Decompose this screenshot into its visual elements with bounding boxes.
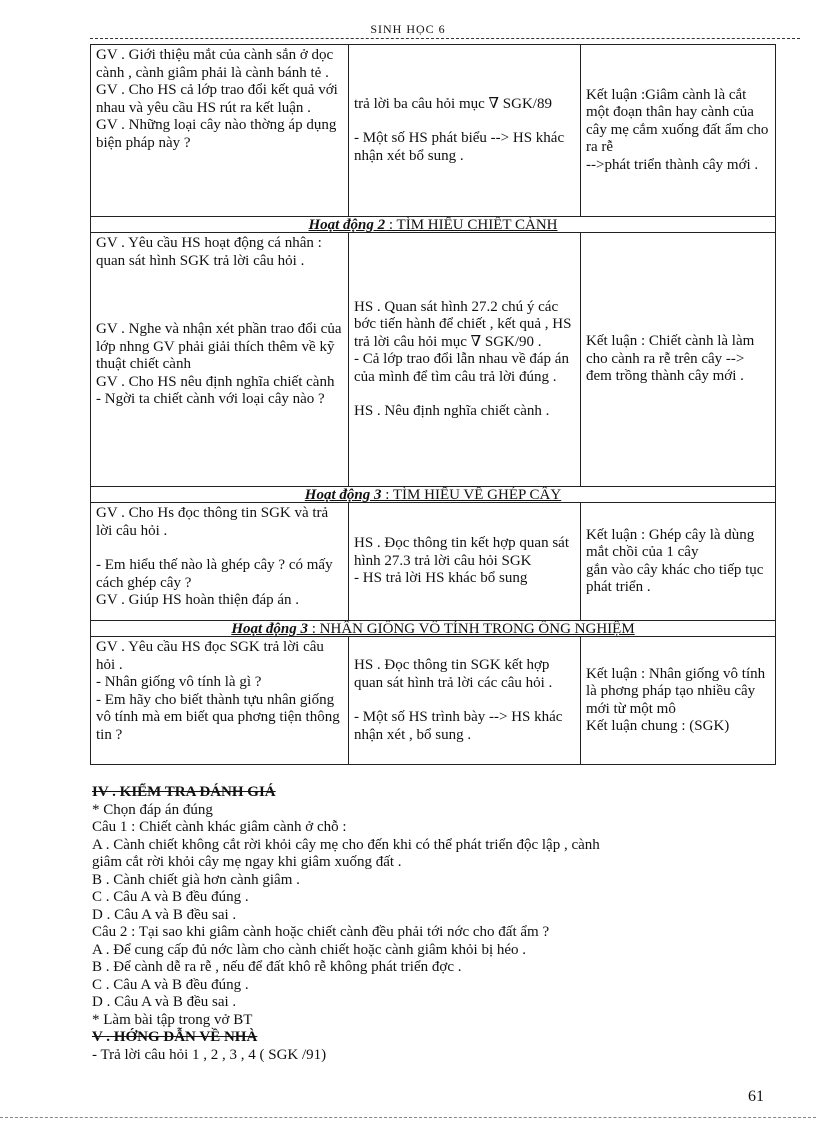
activity-header-row	[91, 621, 776, 637]
cell-paragraph: GV . Cho HS cả lớp trao đổi kết quả với nhau và yêu cầu HS rút ra kết luận .	[96, 82, 338, 116]
assessment-line: B . Cành chiết già hơn cành giâm .	[92, 871, 300, 888]
spacer	[96, 304, 343, 321]
content-row	[91, 503, 776, 621]
spacer	[354, 692, 575, 709]
guidance-line: - Trả lời câu hỏi 1 , 2 , 3 , 4 ( SGK /91)	[92, 1046, 327, 1063]
cell-paragraph: HS . Nêu định nghĩa chiết cành .	[354, 403, 550, 419]
assessment-line: B . Để cành dễ ra rễ , nếu để đất khô rễ không phát triển đợc .	[92, 959, 462, 975]
teacher-activity-cell	[91, 45, 349, 217]
activity-heading: : TÌM HIỂU VỀ GHÉP CÂY	[381, 487, 562, 503]
content-row	[91, 45, 776, 217]
cell-paragraph: HS . Đọc thông tin SGK kết hợp quan sát hình trả lời các câu hỏi .	[354, 657, 553, 691]
header-rule	[90, 38, 800, 39]
assessment-line: A . Cành chiết không cắt rời khỏi cây mẹ cho đến khi có thể phát triển độc lập , cành	[92, 836, 600, 853]
cell-paragraph: HS . Đọc thông tin kết hợp quan sát hình 27.3 trả lời câu hỏi SGK	[354, 535, 569, 569]
cell-paragraph: - Một số HS phát biểu --> HS khác nhận xét bổ sung .	[354, 130, 565, 164]
page-header: SINH HỌC 6	[370, 22, 446, 36]
spacer	[96, 270, 343, 287]
teacher-activity-cell	[91, 503, 349, 621]
cell-paragraph: GV . Giới thiệu mắt của cành sắn ở dọc cành , cành giâm phải là cành bánh tẻ .	[96, 47, 334, 81]
cell-paragraph: gắn vào cây khác cho tiếp tục phát triển .	[586, 561, 764, 595]
spacer	[96, 287, 343, 304]
cell-paragraph: - Một số HS trình bày --> HS khác nhận xét , bổ sung .	[354, 709, 563, 743]
activity-header	[91, 487, 776, 503]
cell-paragraph: - Cả lớp trao đổi lẫn nhau về đáp án của mình để tìm câu trả lời đúng .	[354, 351, 569, 385]
activity-header	[91, 621, 776, 637]
student-activity-cell	[349, 233, 581, 487]
cell-paragraph: GV . Yêu cầu HS đọc SGK trả lời câu hỏi .	[96, 639, 324, 673]
cell-paragraph: GV . Những loại cây nào thờng áp dụng biện pháp này ?	[96, 117, 337, 151]
assessment-line: Câu 2 : Tại sao khi giâm cành hoặc chiết cành đều phải tới nớc cho đất ẩm ?	[92, 924, 550, 940]
assessment-line: A . Để cung cấp đủ nớc làm cho cành chiết hoặc cành giâm khỏi bị héo .	[92, 941, 527, 958]
content-row	[91, 233, 776, 487]
conclusion-cell	[581, 637, 776, 765]
cell-paragraph: - Em hiểu thế nào là ghép cây ? có mấy cách ghép cây ?	[96, 557, 333, 591]
assessment-line: C . Câu A và B đều đúng .	[92, 976, 249, 993]
conclusion-cell	[581, 233, 776, 487]
cell-paragraph: Kết luận chung : (SGK)	[586, 718, 730, 734]
activity-title: Hoạt động 2	[308, 217, 386, 233]
cell-paragraph: GV . Cho HS nêu định nghĩa chiết cành	[96, 373, 335, 390]
cell-paragraph: Kết luận : Nhân giống vô tính là phơng pháp tạo nhiều cây mới từ một mô	[586, 665, 766, 717]
cell-paragraph: Kết luận : Chiết cành là làm cho cành ra rễ trên cây --> đem trồng thành cây mới .	[586, 333, 755, 385]
student-activity-cell	[349, 637, 581, 765]
assessment-line: D . Câu A và B đều sai .	[92, 994, 237, 1010]
activity-title: Hoạt động 3	[231, 621, 309, 637]
assessment-title: IV . KIỂM TRA ĐÁNH GIÁ	[92, 784, 276, 800]
teacher-activity-cell	[91, 637, 349, 765]
content-row	[91, 637, 776, 765]
assessment-line: C . Câu A và B đều đúng .	[92, 889, 249, 905]
activity-header-row	[91, 217, 776, 233]
spacer	[96, 540, 343, 557]
activity-heading: : TÌM HIỂU CHIẾT CÀNH	[385, 217, 558, 233]
bottom-rule	[0, 1117, 816, 1118]
guidance-title: V . HỚNG DẪN VỀ NHÀ	[92, 1029, 258, 1045]
cell-paragraph: - Ngời ta chiết cành với loại cây nào ?	[96, 391, 325, 407]
cell-paragraph: HS . Quan sát hình 27.2 chú ý các bớc tiến hành để chiết , kết quả , HS trả lời câu hỏi mục ∇ SGK/90 .	[354, 298, 572, 350]
student-activity-cell	[349, 503, 581, 621]
assessment-line: * Chọn đáp án đúng	[92, 801, 213, 818]
cell-paragraph: - Nhân giống vô tính là gì ?	[96, 674, 262, 690]
lesson-table	[90, 44, 776, 765]
page-number: 61	[748, 1088, 764, 1105]
assessment-line: Câu 1 : Chiết cành khác giâm cành ở chỗ :	[92, 819, 347, 835]
assessment-line: D . Câu A và B đều sai .	[92, 906, 237, 923]
cell-paragraph: GV . Nghe và nhận xét phần trao đổi của lớp nhng GV phải giải thích thêm về kỹ thuật chiết cành	[96, 321, 342, 372]
assessment-section	[92, 784, 782, 1064]
activity-title: Hoạt động 3	[304, 487, 382, 503]
cell-paragraph: GV . Giúp HS hoàn thiện đáp án .	[96, 592, 300, 608]
activity-header	[91, 217, 776, 233]
cell-paragraph: Kết luận :Giâm cành là cắt một đoạn thân hay cành của cây mẹ cắm xuống đất ẩm cho ra rễ	[586, 86, 769, 156]
cell-paragraph: trả lời ba câu hỏi mục ∇ SGK/89	[354, 95, 552, 112]
activity-header-row	[91, 487, 776, 503]
cell-paragraph: - HS trả lời HS khác bổ sung	[354, 570, 528, 587]
activity-heading: : NHÂN GIỐNG VÔ TÍNH TRONG ỐNG NGHIỆM	[308, 621, 635, 637]
assessment-line: * Làm bài tập trong vở BT	[92, 1011, 253, 1028]
conclusion-cell	[581, 45, 776, 217]
spacer	[354, 113, 575, 130]
cell-paragraph: Kết luận : Ghép cây là dùng mắt chồi của 1 cây	[586, 526, 755, 560]
conclusion-cell	[581, 503, 776, 621]
spacer	[354, 386, 575, 403]
assessment-line: giâm cắt rời khỏi cây mẹ ngay khi giâm xuống đất .	[92, 854, 402, 870]
student-activity-cell	[349, 45, 581, 217]
teacher-activity-cell	[91, 233, 349, 487]
cell-paragraph: GV . Yêu cầu HS hoạt động cá nhân : quan sát hình SGK trả lời câu hỏi .	[96, 235, 322, 269]
cell-paragraph: GV . Cho Hs đọc thông tin SGK và trả lời câu hỏi .	[96, 505, 329, 539]
cell-paragraph: - Em hãy cho biết thành tựu nhân giống vô tính mà em biết qua phơng tiện thông tin ?	[96, 691, 340, 743]
cell-paragraph: -->phát triển thành cây mới .	[586, 156, 759, 173]
